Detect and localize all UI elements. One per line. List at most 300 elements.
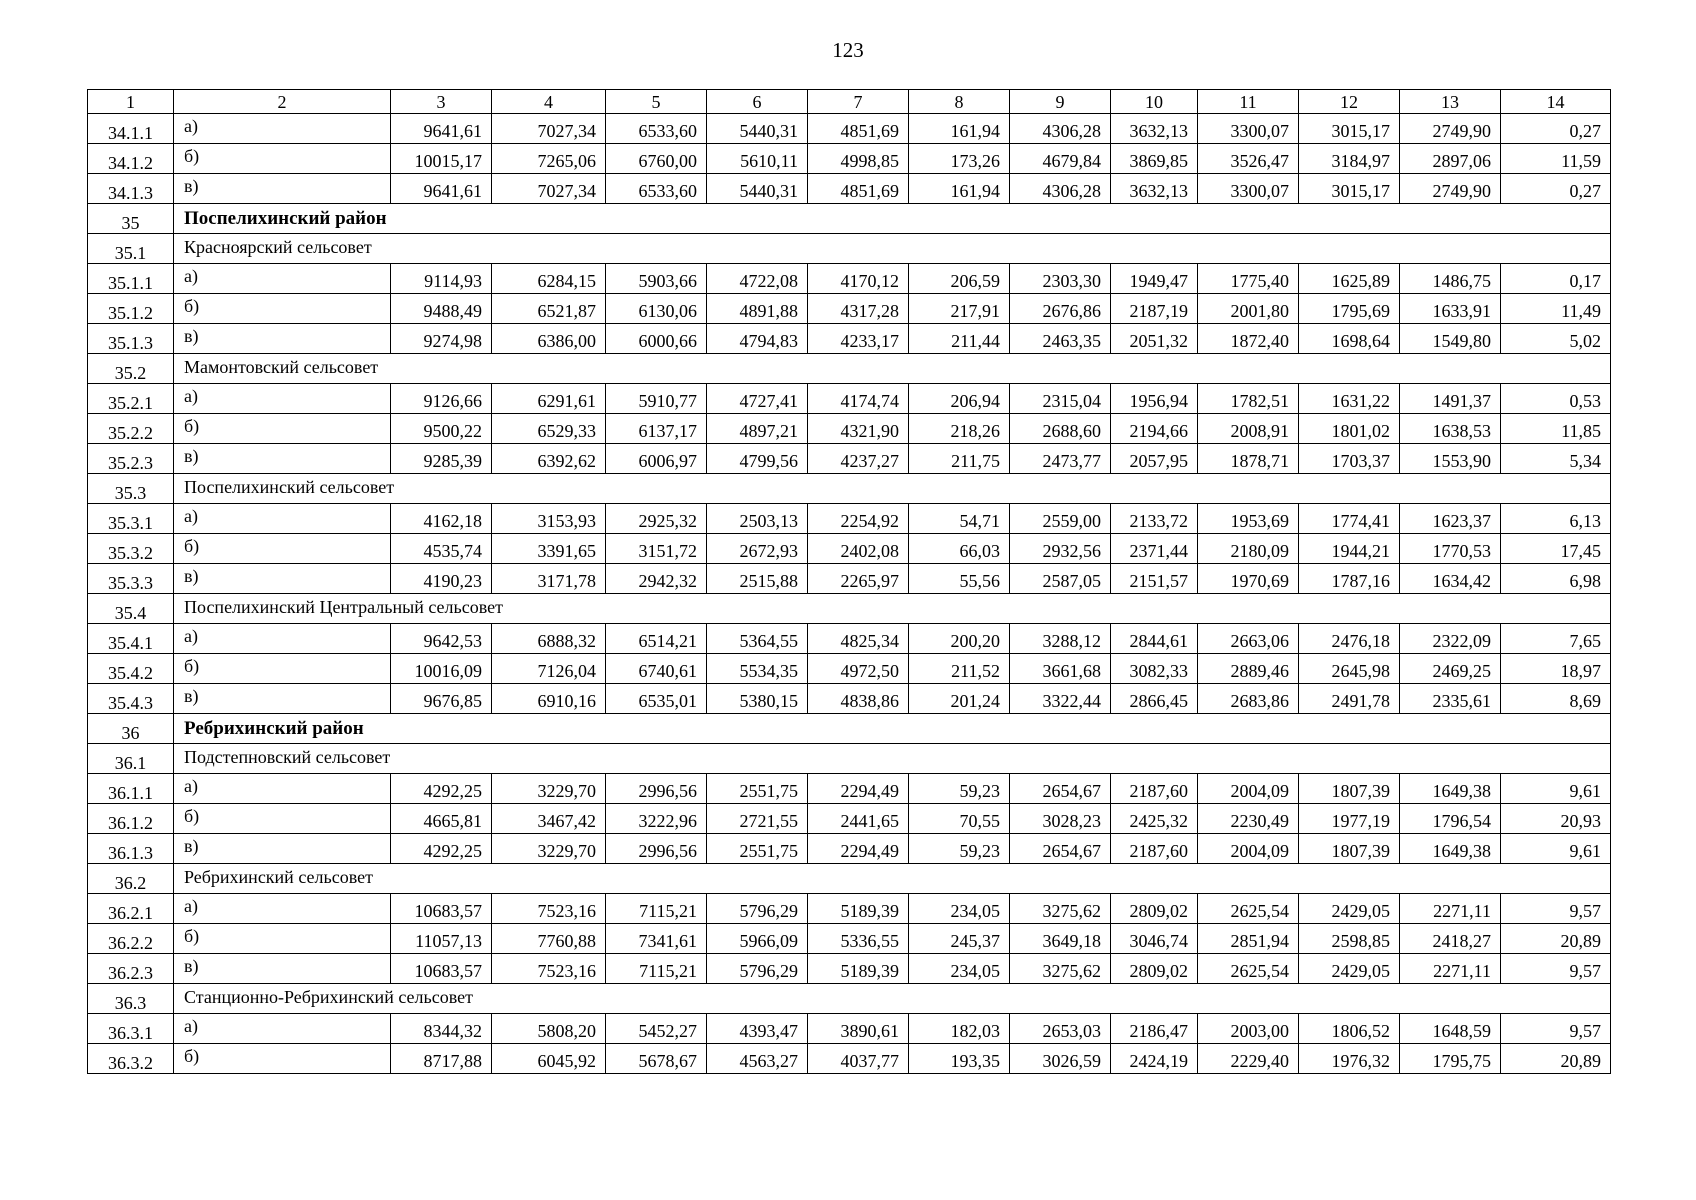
value-cell: 11,59 xyxy=(1501,144,1611,174)
row-code: 34.1.1 xyxy=(88,114,174,144)
value-cell: 1949,47 xyxy=(1111,264,1198,294)
row-code: 35.2 xyxy=(88,354,174,384)
value-cell: 2303,30 xyxy=(1010,264,1111,294)
value-cell: 1944,21 xyxy=(1299,534,1400,564)
district-title: Ребрихинский район xyxy=(174,714,1611,744)
value-cell: 2515,88 xyxy=(707,564,808,594)
value-cell: 4306,28 xyxy=(1010,114,1111,144)
value-cell: 5189,39 xyxy=(808,954,909,984)
value-cell: 5380,15 xyxy=(707,684,808,714)
value-cell: 6514,21 xyxy=(606,624,707,654)
value-cell: 3632,13 xyxy=(1111,114,1198,144)
value-cell: 3015,17 xyxy=(1299,174,1400,204)
value-cell: 10016,09 xyxy=(391,654,492,684)
value-cell: 3300,07 xyxy=(1198,174,1299,204)
value-cell: 6529,33 xyxy=(492,414,606,444)
row-label: а) xyxy=(174,774,391,804)
value-cell: 217,91 xyxy=(909,294,1010,324)
value-cell: 5610,11 xyxy=(707,144,808,174)
value-cell: 2151,57 xyxy=(1111,564,1198,594)
value-cell: 3028,23 xyxy=(1010,804,1111,834)
value-cell: 4317,28 xyxy=(808,294,909,324)
row-code: 35.4 xyxy=(88,594,174,624)
value-cell: 11057,13 xyxy=(391,924,492,954)
row-code: 35.1.2 xyxy=(88,294,174,324)
table-row xyxy=(88,624,1611,654)
value-cell: 2491,78 xyxy=(1299,684,1400,714)
value-cell: 2932,56 xyxy=(1010,534,1111,564)
row-code: 36.3 xyxy=(88,984,174,1014)
value-cell: 3391,65 xyxy=(492,534,606,564)
value-cell: 5440,31 xyxy=(707,174,808,204)
value-cell: 211,44 xyxy=(909,324,1010,354)
row-label: а) xyxy=(174,114,391,144)
table-row xyxy=(88,144,1611,174)
value-cell: 10683,57 xyxy=(391,894,492,924)
row-label: в) xyxy=(174,954,391,984)
value-cell: 6910,16 xyxy=(492,684,606,714)
value-cell: 2996,56 xyxy=(606,774,707,804)
row-label: в) xyxy=(174,444,391,474)
value-cell: 5808,20 xyxy=(492,1014,606,1044)
row-code: 35.3 xyxy=(88,474,174,504)
table-row xyxy=(88,1014,1611,1044)
value-cell: 2749,90 xyxy=(1400,114,1501,144)
row-code: 36.1.2 xyxy=(88,804,174,834)
value-cell: 17,45 xyxy=(1501,534,1611,564)
row-label: в) xyxy=(174,684,391,714)
value-cell: 9,61 xyxy=(1501,834,1611,864)
value-cell: 200,20 xyxy=(909,624,1010,654)
value-cell: 20,89 xyxy=(1501,924,1611,954)
value-cell: 2187,60 xyxy=(1111,774,1198,804)
value-cell: 5903,66 xyxy=(606,264,707,294)
row-code: 36.2 xyxy=(88,864,174,894)
value-cell: 4233,17 xyxy=(808,324,909,354)
value-cell: 66,03 xyxy=(909,534,1010,564)
table-row xyxy=(88,294,1611,324)
column-header: 9 xyxy=(1010,90,1111,114)
value-cell: 6386,00 xyxy=(492,324,606,354)
table-row xyxy=(88,384,1611,414)
value-cell: 2897,06 xyxy=(1400,144,1501,174)
value-cell: 1649,38 xyxy=(1400,834,1501,864)
value-cell: 4535,74 xyxy=(391,534,492,564)
value-cell: 6137,17 xyxy=(606,414,707,444)
value-cell: 2003,00 xyxy=(1198,1014,1299,1044)
value-cell: 11,85 xyxy=(1501,414,1611,444)
row-label: б) xyxy=(174,1044,391,1074)
column-header: 10 xyxy=(1111,90,1198,114)
value-cell: 5440,31 xyxy=(707,114,808,144)
value-cell: 1638,53 xyxy=(1400,414,1501,444)
value-cell: 1486,75 xyxy=(1400,264,1501,294)
value-cell: 2294,49 xyxy=(808,774,909,804)
value-cell: 4998,85 xyxy=(808,144,909,174)
value-cell: 3275,62 xyxy=(1010,894,1111,924)
value-cell: 2996,56 xyxy=(606,834,707,864)
value-cell: 2473,77 xyxy=(1010,444,1111,474)
table-row xyxy=(88,444,1611,474)
value-cell: 6521,87 xyxy=(492,294,606,324)
value-cell: 9,57 xyxy=(1501,1014,1611,1044)
value-cell: 4851,69 xyxy=(808,174,909,204)
value-cell: 6760,00 xyxy=(606,144,707,174)
value-cell: 0,27 xyxy=(1501,174,1611,204)
value-cell: 7760,88 xyxy=(492,924,606,954)
value-cell: 1956,94 xyxy=(1111,384,1198,414)
value-cell: 2625,54 xyxy=(1198,954,1299,984)
value-cell: 2676,86 xyxy=(1010,294,1111,324)
value-cell: 1491,37 xyxy=(1400,384,1501,414)
row-label: б) xyxy=(174,294,391,324)
row-code: 36.2.1 xyxy=(88,894,174,924)
value-cell: 4972,50 xyxy=(808,654,909,684)
value-cell: 5,02 xyxy=(1501,324,1611,354)
value-cell: 1649,38 xyxy=(1400,774,1501,804)
council-row xyxy=(88,354,1611,384)
row-code: 36 xyxy=(88,714,174,744)
row-code: 35.4.1 xyxy=(88,624,174,654)
row-code: 35.3.2 xyxy=(88,534,174,564)
value-cell: 4174,74 xyxy=(808,384,909,414)
row-code: 35.4.3 xyxy=(88,684,174,714)
value-cell: 2559,00 xyxy=(1010,504,1111,534)
value-cell: 9,57 xyxy=(1501,954,1611,984)
value-cell: 3171,78 xyxy=(492,564,606,594)
value-cell: 2187,60 xyxy=(1111,834,1198,864)
value-cell: 2587,05 xyxy=(1010,564,1111,594)
value-cell: 7115,21 xyxy=(606,954,707,984)
value-cell: 3015,17 xyxy=(1299,114,1400,144)
value-cell: 193,35 xyxy=(909,1044,1010,1074)
row-code: 36.2.2 xyxy=(88,924,174,954)
row-label: а) xyxy=(174,384,391,414)
value-cell: 0,53 xyxy=(1501,384,1611,414)
value-cell: 2425,32 xyxy=(1111,804,1198,834)
value-cell: 4292,25 xyxy=(391,834,492,864)
value-cell: 4665,81 xyxy=(391,804,492,834)
value-cell: 3322,44 xyxy=(1010,684,1111,714)
value-cell: 9114,93 xyxy=(391,264,492,294)
value-cell: 1625,89 xyxy=(1299,264,1400,294)
value-cell: 7265,06 xyxy=(492,144,606,174)
council-title: Станционно-Ребрихинский сельсовет xyxy=(174,984,1611,1014)
column-header: 5 xyxy=(606,90,707,114)
value-cell: 1623,37 xyxy=(1400,504,1501,534)
council-row xyxy=(88,474,1611,504)
value-cell: 1648,59 xyxy=(1400,1014,1501,1044)
value-cell: 2721,55 xyxy=(707,804,808,834)
value-cell: 2194,66 xyxy=(1111,414,1198,444)
value-cell: 2294,49 xyxy=(808,834,909,864)
value-cell: 4321,90 xyxy=(808,414,909,444)
value-cell: 2133,72 xyxy=(1111,504,1198,534)
value-cell: 8717,88 xyxy=(391,1044,492,1074)
value-cell: 2688,60 xyxy=(1010,414,1111,444)
page-number: 123 xyxy=(832,38,864,62)
row-code: 36.1.1 xyxy=(88,774,174,804)
value-cell: 3046,74 xyxy=(1111,924,1198,954)
council-title: Красноярский сельсовет xyxy=(174,234,1611,264)
value-cell: 2229,40 xyxy=(1198,1044,1299,1074)
value-cell: 5,34 xyxy=(1501,444,1611,474)
value-cell: 7523,16 xyxy=(492,894,606,924)
column-header: 13 xyxy=(1400,90,1501,114)
value-cell: 1633,91 xyxy=(1400,294,1501,324)
value-cell: 1795,75 xyxy=(1400,1044,1501,1074)
value-cell: 2551,75 xyxy=(707,774,808,804)
value-cell: 245,37 xyxy=(909,924,1010,954)
table-row xyxy=(88,834,1611,864)
value-cell: 4162,18 xyxy=(391,504,492,534)
value-cell: 5910,77 xyxy=(606,384,707,414)
value-cell: 2598,85 xyxy=(1299,924,1400,954)
row-label: в) xyxy=(174,834,391,864)
value-cell: 20,89 xyxy=(1501,1044,1611,1074)
row-label: б) xyxy=(174,654,391,684)
value-cell: 8,69 xyxy=(1501,684,1611,714)
row-label: б) xyxy=(174,414,391,444)
value-cell: 2476,18 xyxy=(1299,624,1400,654)
table-row xyxy=(88,804,1611,834)
table-body xyxy=(88,90,1611,1074)
value-cell: 2271,11 xyxy=(1400,954,1501,984)
row-label: в) xyxy=(174,174,391,204)
table-row xyxy=(88,684,1611,714)
value-cell: 3526,47 xyxy=(1198,144,1299,174)
row-code: 35.1.3 xyxy=(88,324,174,354)
value-cell: 2254,92 xyxy=(808,504,909,534)
value-cell: 3869,85 xyxy=(1111,144,1198,174)
value-cell: 9641,61 xyxy=(391,114,492,144)
value-cell: 7126,04 xyxy=(492,654,606,684)
value-cell: 2749,90 xyxy=(1400,174,1501,204)
value-cell: 3026,59 xyxy=(1010,1044,1111,1074)
value-cell: 1801,02 xyxy=(1299,414,1400,444)
table-row xyxy=(88,534,1611,564)
value-cell: 2925,32 xyxy=(606,504,707,534)
value-cell: 7027,34 xyxy=(492,174,606,204)
value-cell: 2001,80 xyxy=(1198,294,1299,324)
value-cell: 1698,64 xyxy=(1299,324,1400,354)
value-cell: 6740,61 xyxy=(606,654,707,684)
value-cell: 2463,35 xyxy=(1010,324,1111,354)
column-header: 12 xyxy=(1299,90,1400,114)
value-cell: 54,71 xyxy=(909,504,1010,534)
value-cell: 9641,61 xyxy=(391,174,492,204)
value-cell: 5966,09 xyxy=(707,924,808,954)
value-cell: 2187,19 xyxy=(1111,294,1198,324)
value-cell: 5796,29 xyxy=(707,954,808,984)
row-code: 35.2.3 xyxy=(88,444,174,474)
value-cell: 1774,41 xyxy=(1299,504,1400,534)
value-cell: 9126,66 xyxy=(391,384,492,414)
value-cell: 4237,27 xyxy=(808,444,909,474)
value-cell: 2653,03 xyxy=(1010,1014,1111,1044)
value-cell: 1782,51 xyxy=(1198,384,1299,414)
table-row xyxy=(88,1044,1611,1074)
table-row xyxy=(88,954,1611,984)
council-title: Поспелихинский сельсовет xyxy=(174,474,1611,504)
value-cell: 3288,12 xyxy=(1010,624,1111,654)
district-title: Поспелихинский район xyxy=(174,204,1611,234)
value-cell: 9274,98 xyxy=(391,324,492,354)
value-cell: 2809,02 xyxy=(1111,954,1198,984)
value-cell: 5364,55 xyxy=(707,624,808,654)
value-cell: 2004,09 xyxy=(1198,834,1299,864)
value-cell: 59,23 xyxy=(909,834,1010,864)
row-label: б) xyxy=(174,804,391,834)
value-cell: 1631,22 xyxy=(1299,384,1400,414)
value-cell: 6,13 xyxy=(1501,504,1611,534)
value-cell: 4838,86 xyxy=(808,684,909,714)
table-row xyxy=(88,264,1611,294)
value-cell: 2402,08 xyxy=(808,534,909,564)
column-header: 2 xyxy=(174,90,391,114)
value-cell: 2429,05 xyxy=(1299,954,1400,984)
value-cell: 3184,97 xyxy=(1299,144,1400,174)
row-code: 35.1 xyxy=(88,234,174,264)
column-header: 3 xyxy=(391,90,492,114)
value-cell: 2672,93 xyxy=(707,534,808,564)
value-cell: 5534,35 xyxy=(707,654,808,684)
value-cell: 1787,16 xyxy=(1299,564,1400,594)
value-cell: 7523,16 xyxy=(492,954,606,984)
council-row xyxy=(88,984,1611,1014)
row-code: 36.1 xyxy=(88,744,174,774)
value-cell: 1703,37 xyxy=(1299,444,1400,474)
value-cell: 3151,72 xyxy=(606,534,707,564)
value-cell: 6006,97 xyxy=(606,444,707,474)
value-cell: 4799,56 xyxy=(707,444,808,474)
table-row xyxy=(88,114,1611,144)
column-header: 6 xyxy=(707,90,808,114)
value-cell: 59,23 xyxy=(909,774,1010,804)
value-cell: 2051,32 xyxy=(1111,324,1198,354)
row-label: а) xyxy=(174,1014,391,1044)
value-cell: 6291,61 xyxy=(492,384,606,414)
value-cell: 9500,22 xyxy=(391,414,492,444)
row-label: а) xyxy=(174,504,391,534)
value-cell: 2503,13 xyxy=(707,504,808,534)
value-cell: 218,26 xyxy=(909,414,1010,444)
value-cell: 6535,01 xyxy=(606,684,707,714)
value-cell: 7341,61 xyxy=(606,924,707,954)
value-cell: 6533,60 xyxy=(606,114,707,144)
value-cell: 1977,19 xyxy=(1299,804,1400,834)
value-cell: 9285,39 xyxy=(391,444,492,474)
value-cell: 2265,97 xyxy=(808,564,909,594)
value-cell: 1970,69 xyxy=(1198,564,1299,594)
value-cell: 70,55 xyxy=(909,804,1010,834)
value-cell: 2645,98 xyxy=(1299,654,1400,684)
row-code: 34.1.2 xyxy=(88,144,174,174)
value-cell: 3222,96 xyxy=(606,804,707,834)
row-code: 36.3.1 xyxy=(88,1014,174,1044)
value-cell: 9,57 xyxy=(1501,894,1611,924)
council-row xyxy=(88,234,1611,264)
row-code: 36.1.3 xyxy=(88,834,174,864)
value-cell: 2663,06 xyxy=(1198,624,1299,654)
value-cell: 173,26 xyxy=(909,144,1010,174)
row-label: а) xyxy=(174,264,391,294)
table-row xyxy=(88,564,1611,594)
table-row xyxy=(88,174,1611,204)
data-table xyxy=(87,89,1611,1074)
value-cell: 2654,67 xyxy=(1010,834,1111,864)
value-cell: 2441,65 xyxy=(808,804,909,834)
value-cell: 2371,44 xyxy=(1111,534,1198,564)
value-cell: 2322,09 xyxy=(1400,624,1501,654)
value-cell: 7027,34 xyxy=(492,114,606,144)
council-row xyxy=(88,594,1611,624)
value-cell: 182,03 xyxy=(909,1014,1010,1044)
value-cell: 4794,83 xyxy=(707,324,808,354)
value-cell: 55,56 xyxy=(909,564,1010,594)
row-label: а) xyxy=(174,894,391,924)
value-cell: 2654,67 xyxy=(1010,774,1111,804)
value-cell: 1872,40 xyxy=(1198,324,1299,354)
value-cell: 5336,55 xyxy=(808,924,909,954)
value-cell: 6888,32 xyxy=(492,624,606,654)
value-cell: 4851,69 xyxy=(808,114,909,144)
table-row xyxy=(88,324,1611,354)
value-cell: 2180,09 xyxy=(1198,534,1299,564)
value-cell: 3275,62 xyxy=(1010,954,1111,984)
table-row xyxy=(88,894,1611,924)
value-cell: 5452,27 xyxy=(606,1014,707,1044)
value-cell: 3229,70 xyxy=(492,774,606,804)
value-cell: 4306,28 xyxy=(1010,174,1111,204)
value-cell: 6284,15 xyxy=(492,264,606,294)
value-cell: 1807,39 xyxy=(1299,774,1400,804)
value-cell: 1976,32 xyxy=(1299,1044,1400,1074)
value-cell: 2866,45 xyxy=(1111,684,1198,714)
row-code: 36.2.3 xyxy=(88,954,174,984)
district-row xyxy=(88,204,1611,234)
council-title: Подстепновский сельсовет xyxy=(174,744,1611,774)
value-cell: 4897,21 xyxy=(707,414,808,444)
row-code: 35.4.2 xyxy=(88,654,174,684)
column-header: 11 xyxy=(1198,90,1299,114)
value-cell: 2809,02 xyxy=(1111,894,1198,924)
value-cell: 9676,85 xyxy=(391,684,492,714)
value-cell: 7115,21 xyxy=(606,894,707,924)
value-cell: 5796,29 xyxy=(707,894,808,924)
row-label: в) xyxy=(174,324,391,354)
value-cell: 2186,47 xyxy=(1111,1014,1198,1044)
value-cell: 1806,52 xyxy=(1299,1014,1400,1044)
value-cell: 6130,06 xyxy=(606,294,707,324)
value-cell: 1634,42 xyxy=(1400,564,1501,594)
table-row xyxy=(88,414,1611,444)
value-cell: 5678,67 xyxy=(606,1044,707,1074)
council-title: Ребрихинский сельсовет xyxy=(174,864,1611,894)
value-cell: 4170,12 xyxy=(808,264,909,294)
value-cell: 4393,47 xyxy=(707,1014,808,1044)
value-cell: 2851,94 xyxy=(1198,924,1299,954)
value-cell: 6,98 xyxy=(1501,564,1611,594)
value-cell: 211,75 xyxy=(909,444,1010,474)
table-row xyxy=(88,504,1611,534)
row-code: 35.3.1 xyxy=(88,504,174,534)
value-cell: 1553,90 xyxy=(1400,444,1501,474)
value-cell: 161,94 xyxy=(909,114,1010,144)
column-header: 8 xyxy=(909,90,1010,114)
column-header: 1 xyxy=(88,90,174,114)
row-code: 35.2.1 xyxy=(88,384,174,414)
